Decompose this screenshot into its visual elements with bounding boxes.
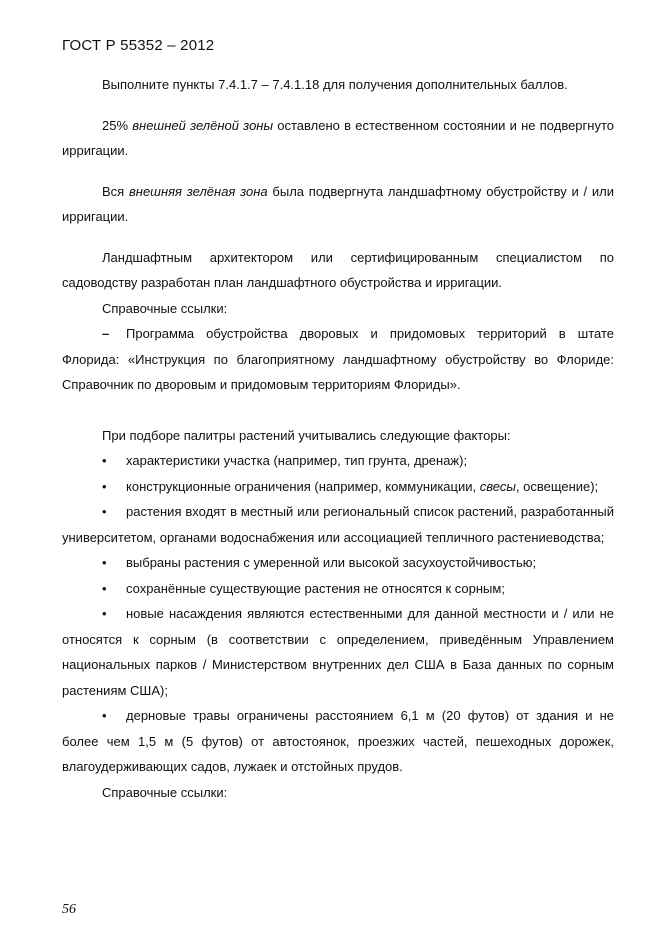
references-label: Справочные ссылки: — [102, 300, 228, 316]
bullet-marker: • — [102, 606, 107, 621]
list-item: • растения входят в местный или региональный список растений, разработанный университетом, органами водоснабжения или ассоциацией тепличного растениеводства; — [62, 499, 614, 550]
bullet-marker: • — [102, 580, 107, 596]
list-item: • новые насаждения являются естественными для данной местности и / или не относятся к сорным (в соответствии с определением, приведённым Управлением национальных парков / Министерством внутренних дел США в База данных по сорным растениям США); — [62, 601, 614, 703]
paragraph-all-zone: Вся внешняя зелёная зона была подвергнута ландшафтному обустройству и / или ирригации. — [62, 183, 615, 224]
paragraph-plant-factors: При подборе палитры растений учитывались следующие факторы: — [102, 427, 511, 443]
list-item: • конструкционные ограничения (например, коммуникации, свесы, освещение); — [62, 474, 614, 500]
term-external-green-zone: внешней зелёной зоны — [132, 117, 274, 133]
paragraph-25-percent: 25% внешней зелёной зоны оставлено в естественном состоянии и не подвергнуто ирригации. — [62, 117, 614, 158]
bullet-marker: • — [102, 478, 107, 494]
bullet-marker: • — [102, 504, 107, 519]
references-label: Справочные ссылки: — [102, 784, 228, 800]
bullet-marker: • — [102, 555, 107, 570]
list-item: • дерновые травы ограничены расстоянием 6,1 м (20 футов) от здания и не более чем 1,5 м (5 футов) от автостоянок, проезжих частей, пешеходных дорожек, влагоудерживающих садов, лужаек и отстойных прудов. — [62, 703, 614, 780]
document-header: ГОСТ Р 55352 – 2012 — [62, 37, 215, 54]
bullet-marker: • — [102, 453, 107, 468]
dash-marker: – — [102, 326, 110, 341]
page-number: 56 — [62, 902, 76, 917]
paragraph-landscape-plan: Ландшафтным архитектором или сертифицированным специалистом по садоводству разработан план ландшафтного обустройства и ирригации. — [62, 249, 614, 290]
reference-item: – Программа обустройства дворовых и придомовых территорий в штате Флорида: «Инструкция по благоприятному ландшафтному обустройству во Флориде: Справочник по дворовым и придомовым территориям Флориды». — [62, 321, 614, 398]
document-body — [62, 72, 614, 805]
list-item: • характеристики участка (например, тип грунта, дренаж); — [62, 448, 614, 474]
list-item: • выбраны растения с умеренной или высокой засухоустойчивостью; — [62, 550, 614, 576]
term-external-green-zone: внешняя зелёная зона — [129, 183, 268, 199]
list-item: • сохранённые существующие растения не относятся к сорным; — [62, 576, 614, 602]
paragraph-extra-points: Выполните пункты 7.4.1.7 – 7.4.1.18 для получения дополнительных баллов. — [102, 77, 568, 92]
bullet-marker: • — [102, 708, 107, 723]
